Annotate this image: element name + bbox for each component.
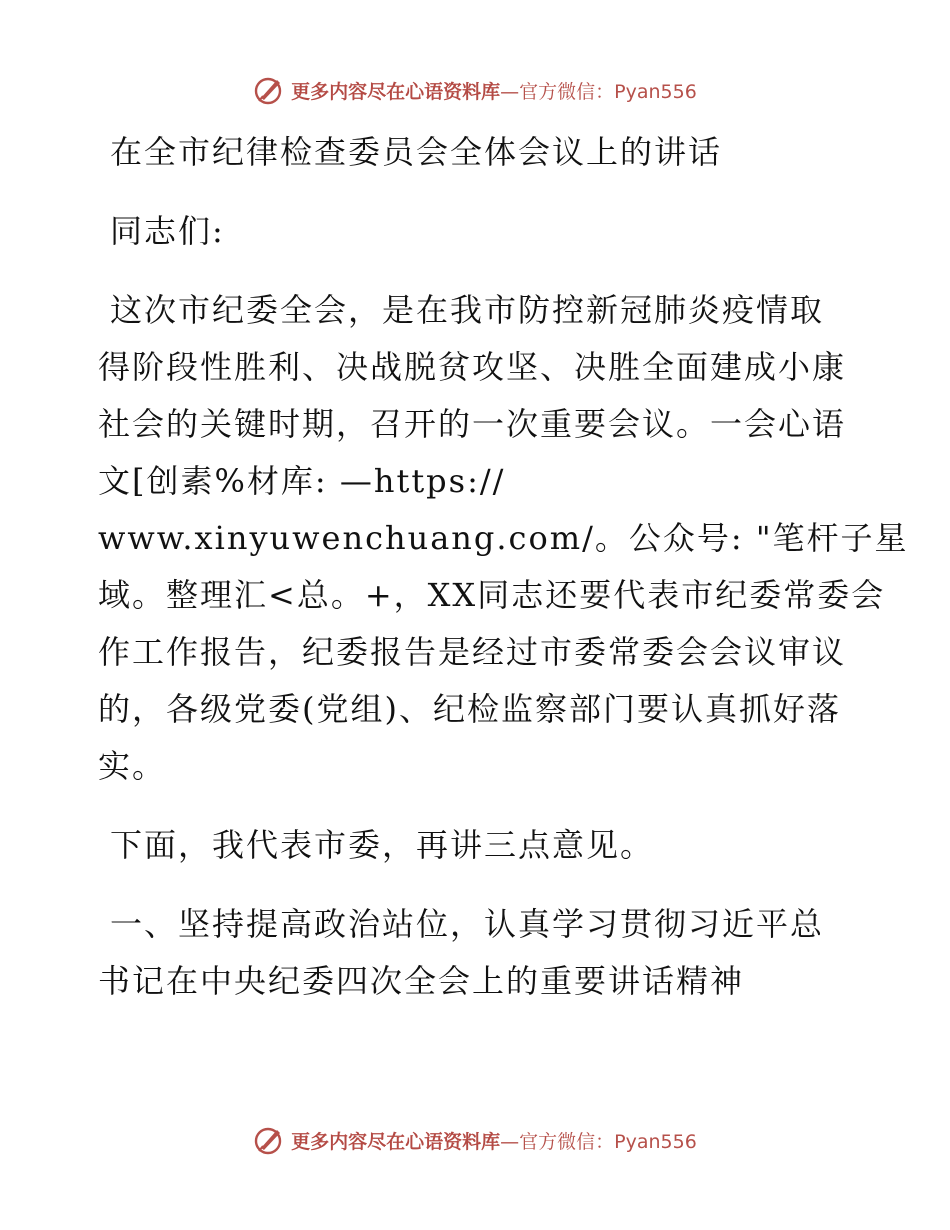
heading-line: 一、坚持提高政治站位，认真学习贯彻习近平总 bbox=[110, 905, 825, 943]
watermark-wechat: —官方微信：Pyan556 bbox=[500, 80, 697, 103]
paragraph-line: www.xinyuwenchuang.com/。公众号: "笔杆子星 bbox=[98, 519, 909, 557]
paragraph-line: 实。 bbox=[98, 747, 167, 785]
document-body bbox=[98, 124, 909, 1010]
paragraph-line: 文[创素%材库: —https:// bbox=[98, 462, 506, 500]
watermark-brand: 更多内容尽在心语资料库 bbox=[291, 80, 501, 103]
paragraph-line: 的，各级党委(党组)、纪检监察部门要认真抓好落 bbox=[98, 690, 841, 728]
paragraph-intro bbox=[98, 282, 909, 795]
paragraph-line: 社会的关键时期，召开的一次重要会议。一会心语 bbox=[98, 405, 847, 443]
feather-quill-logo-icon bbox=[253, 1124, 285, 1156]
salutation: 同志们: bbox=[110, 212, 225, 250]
paragraph-line: 这次市纪委全会，是在我市防控新冠肺炎疫情取 bbox=[110, 291, 825, 329]
watermark-wechat: —官方微信：Pyan556 bbox=[500, 1130, 697, 1153]
paragraph-opinions: 下面，我代表市委，再讲三点意见。 bbox=[110, 826, 655, 864]
section-heading-1 bbox=[98, 896, 858, 1010]
paragraph-line: 得阶段性胜利、决战脱贫攻坚、决胜全面建成小康 bbox=[98, 348, 847, 386]
footer-watermark bbox=[0, 1122, 950, 1158]
document-title: 在全市纪律检查委员会全体会议上的讲话 bbox=[110, 133, 723, 171]
paragraph-line: 作工作报告，纪委报告是经过市委常委会会议审议 bbox=[98, 633, 847, 671]
feather-quill-logo-icon bbox=[253, 74, 285, 106]
watermark-brand: 更多内容尽在心语资料库 bbox=[291, 1130, 501, 1153]
paragraph-line: 域。整理汇<总。+，XX同志还要代表市纪委常委会 bbox=[98, 576, 886, 614]
heading-line: 书记在中央纪委四次全会上的重要讲话精神 bbox=[98, 962, 745, 1000]
header-watermark bbox=[0, 72, 950, 108]
